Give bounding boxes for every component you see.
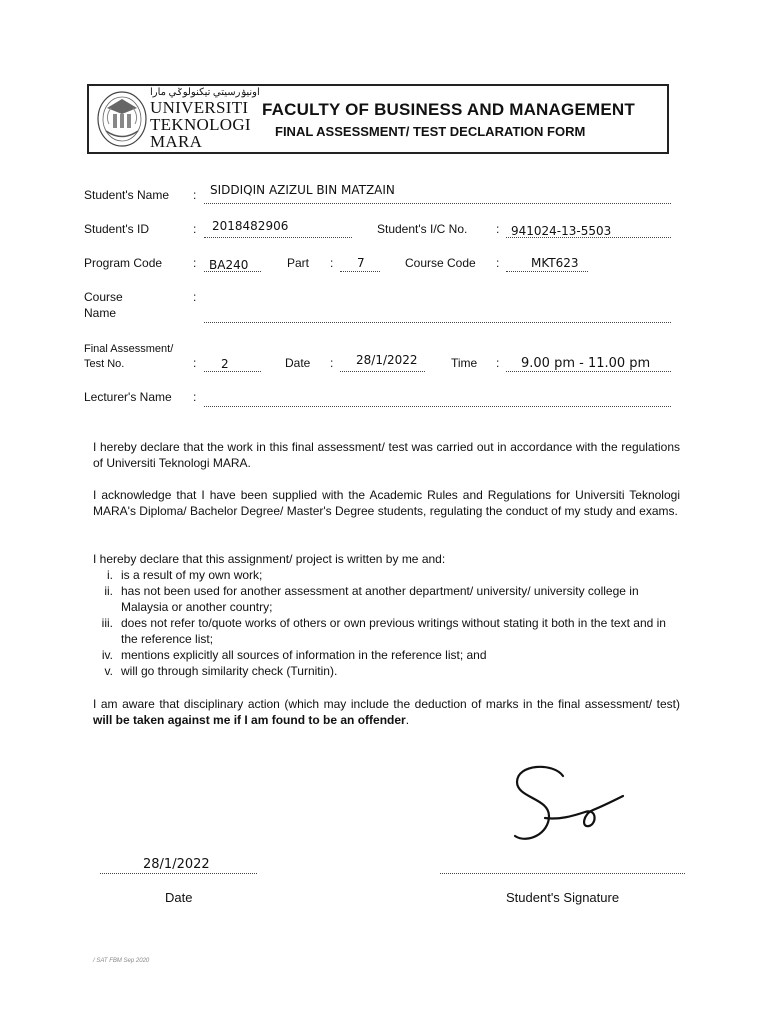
- list-item: [93, 567, 680, 583]
- program-code-value[interactable]: BA240: [209, 258, 249, 272]
- date-value[interactable]: 28/1/2022: [356, 353, 418, 367]
- declaration-paragraph-4: [93, 696, 680, 728]
- colon: :: [193, 290, 197, 304]
- university-line-3: MARA: [150, 132, 203, 151]
- declaration-list: [93, 567, 680, 679]
- test-no-value[interactable]: 2: [221, 357, 229, 371]
- list-item-text: does not refer to/quote works of others or own previous writings without stating it both in the text and in the reference list;: [121, 616, 666, 646]
- colon: :: [193, 390, 197, 404]
- faculty-title: FACULTY OF BUSINESS AND MANAGEMENT: [262, 100, 635, 119]
- declaration-paragraph-2: I acknowledge that I have been supplied with the Academic Rules and Regulations for Universiti Teknologi MARA's Diploma/ Bachelor Degree/ Master's Degree students, regulating the conduct of my study and exams.: [93, 488, 680, 518]
- list-item: [93, 583, 680, 615]
- university-line-1: UNIVERSITI: [150, 98, 249, 117]
- colon: :: [496, 222, 500, 236]
- p4-bold-text: will be taken against me if I am found to be an offender: [93, 713, 406, 727]
- course-code-line: [506, 271, 588, 272]
- signature-label: Student's Signature: [506, 890, 620, 905]
- test-no-label-1: Final Assessment/: [84, 343, 174, 355]
- date-line: [340, 371, 425, 372]
- handwritten-signature: [505, 762, 635, 854]
- date-label: Date: [285, 356, 311, 370]
- list-item-text: has not been used for another assessment at another department/ university/ university college in Malaysia or another country;: [121, 584, 639, 614]
- colon: :: [330, 356, 334, 370]
- list-item-number: i.: [107, 568, 113, 582]
- list-item-number: iv.: [101, 648, 113, 662]
- colon: :: [193, 188, 197, 202]
- list-item-text: mentions explicitly all sources of information in the reference list; and: [121, 648, 487, 662]
- student-id-line: [204, 237, 352, 238]
- course-name-label-1: Course: [84, 290, 123, 304]
- p4-end-text: .: [405, 713, 410, 727]
- time-label: Time: [451, 356, 478, 370]
- lecturer-name-line[interactable]: [204, 406, 671, 407]
- course-code-value[interactable]: MKT623: [531, 256, 579, 270]
- signoff-date-value[interactable]: 28/1/2022: [143, 857, 210, 872]
- declaration-paragraph-3: I hereby declare that this assignment/ project is written by me and:: [93, 552, 446, 566]
- list-item: [93, 647, 680, 663]
- list-item: [93, 663, 680, 679]
- university-name: [150, 88, 260, 150]
- part-label: Part: [287, 256, 310, 270]
- time-line: [506, 371, 671, 372]
- list-item-number: ii.: [104, 584, 113, 598]
- signature-line: [440, 873, 685, 874]
- colon: :: [193, 222, 197, 236]
- signoff-date-label: Date: [165, 890, 193, 905]
- colon: :: [496, 256, 500, 270]
- student-name-line: [204, 203, 671, 204]
- part-value[interactable]: 7: [357, 256, 365, 270]
- jawi-text: اونيۏرسيتي تيكنولوݢي مارا: [150, 87, 260, 98]
- student-name-label: Student's Name: [84, 188, 170, 202]
- part-line: [340, 271, 380, 272]
- form-title: FINAL ASSESSMENT/ TEST DECLARATION FORM: [275, 124, 586, 139]
- student-id-value[interactable]: 2018482906: [212, 219, 289, 233]
- colon: :: [193, 256, 197, 270]
- ic-no-label: Student's I/C No.: [377, 222, 468, 236]
- program-code-label: Program Code: [84, 256, 163, 270]
- test-no-line: [204, 371, 261, 372]
- course-name-label-2: Name: [84, 306, 117, 320]
- p4-normal-text: I am aware that disciplinary action (which may include the deduction of marks in the final assessment/ test): [93, 697, 680, 711]
- colon: :: [193, 356, 197, 370]
- course-name-line[interactable]: [204, 322, 671, 323]
- colon: :: [496, 356, 500, 370]
- list-item-text: is a result of my own work;: [121, 568, 263, 582]
- course-code-label: Course Code: [405, 256, 476, 270]
- university-line-2: TEKNOLOGI: [150, 115, 251, 134]
- list-item-number: v.: [104, 664, 113, 678]
- declaration-paragraph-1: I hereby declare that the work in this final assessment/ test was carried out in accordance with the regulations of Universiti Teknologi MARA.: [93, 440, 680, 470]
- student-id-label: Student's ID: [84, 222, 149, 236]
- lecturer-name-label: Lecturer's Name: [84, 390, 172, 404]
- form-code: / SAT FBM Sep 2020: [93, 958, 150, 964]
- list-item: [93, 615, 680, 647]
- time-value[interactable]: 9.00 pm - 11.00 pm: [521, 356, 651, 371]
- list-item-text: will go through similarity check (Turnitin).: [121, 664, 338, 678]
- list-item-number: iii.: [101, 616, 113, 630]
- test-no-label-2: Test No.: [84, 358, 125, 370]
- signoff-date-line: [100, 873, 257, 874]
- colon: :: [330, 256, 334, 270]
- student-name-value[interactable]: SIDDIQIN AZIZUL BIN MATZAIN: [210, 183, 395, 197]
- ic-no-value[interactable]: 941024-13-5503: [511, 224, 612, 238]
